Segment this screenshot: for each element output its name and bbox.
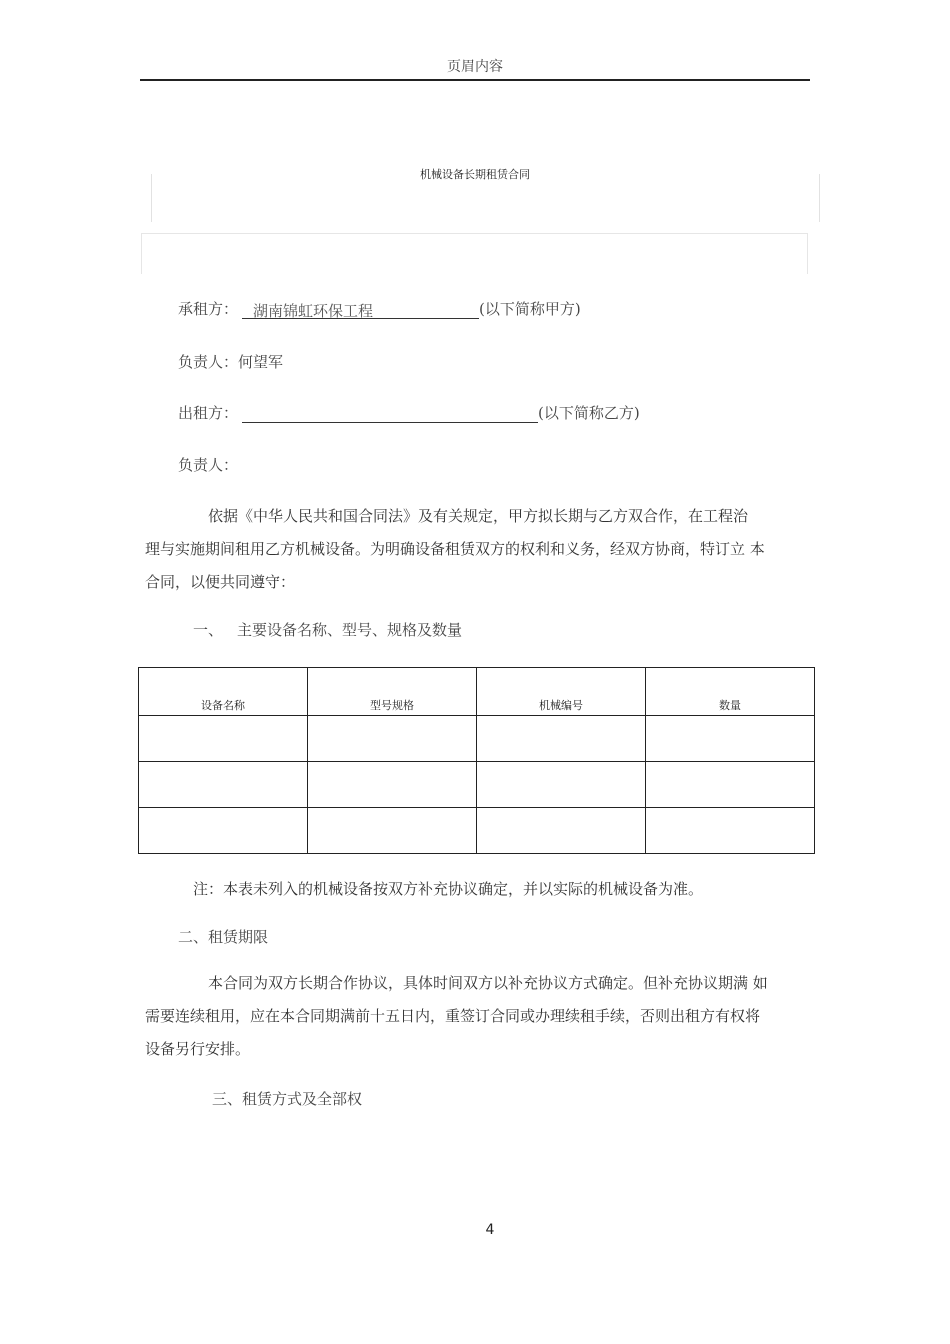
- lessor-fill-line: [242, 404, 538, 423]
- table-cell: [308, 808, 477, 854]
- table-header-cell: 数量: [646, 668, 815, 716]
- section-3-heading: 三、租赁方式及全部权: [212, 1090, 363, 1108]
- table-cell: [477, 808, 646, 854]
- section-2-paragraph: [145, 967, 810, 1066]
- document-title: 机械设备长期租赁合同: [420, 168, 530, 181]
- intro-line-2: 理与实施期间租用乙方机械设备。为明确设备租赁双方的权利和义务，经双方协商，特订立 本: [145, 540, 765, 558]
- table-row: [139, 762, 815, 808]
- table-header-cell: 机械编号: [477, 668, 646, 716]
- table-cell: [139, 808, 308, 854]
- lessee-value: 湖南锦虹环保工程: [253, 302, 374, 320]
- header-divider: [140, 79, 810, 81]
- lessor-label: 出租方：: [178, 404, 239, 422]
- page-number: 4: [485, 1222, 495, 1238]
- section-1-number: 一、: [193, 621, 224, 639]
- table-cell: [308, 762, 477, 808]
- table-row: [139, 808, 815, 854]
- equipment-table: [138, 667, 815, 854]
- table-header-cell: 型号规格: [308, 668, 477, 716]
- section-2-heading: 二、租赁期限: [178, 928, 269, 946]
- table-note: 注：本表未列入的机械设备按双方补充协议确定，并以实际的机械设备为准。: [193, 880, 704, 898]
- lessee-label: 承租方：: [178, 300, 239, 318]
- table-cell: [139, 762, 308, 808]
- table-header-cell: 设备名称: [139, 668, 308, 716]
- lessee-suffix: (以下简称甲方): [479, 300, 581, 318]
- table-header-row: [139, 668, 815, 716]
- page-header: 页眉内容: [447, 59, 503, 75]
- title-frame-lower: [141, 233, 808, 274]
- table-cell: [646, 808, 815, 854]
- table-cell: [308, 716, 477, 762]
- intro-paragraph: [145, 500, 810, 599]
- lessee-person-value: 何望军: [238, 353, 284, 371]
- table-cell: [646, 762, 815, 808]
- section-2-line-2: 需要连续租用，应在本合同期满前十五日内，重签订合同或办理续租手续，否则出租方有权将: [145, 1007, 761, 1025]
- table-cell: [139, 716, 308, 762]
- table-cell: [477, 762, 646, 808]
- lessee-fill-line: [242, 300, 479, 319]
- lessor-person-label: 负责人：: [178, 456, 239, 474]
- table-cell: [477, 716, 646, 762]
- table-row: [139, 716, 815, 762]
- section-2-line-1: 本合同为双方长期合作协议，具体时间双方以补充协议方式确定。但补充协议期满 如: [208, 974, 768, 992]
- lessor-line: [178, 402, 640, 423]
- section-1-heading: [193, 619, 462, 640]
- lessee-person-line: [178, 351, 283, 372]
- lessor-suffix: (以下简称乙方): [538, 404, 640, 422]
- table-cell: [646, 716, 815, 762]
- lessee-person-label: 负责人：: [178, 353, 239, 371]
- intro-line-3: 合同，以便共同遵守：: [145, 573, 296, 591]
- section-2-line-3: 设备另行安排。: [145, 1040, 251, 1058]
- lessee-line: [178, 298, 581, 319]
- lessor-person-line: [178, 454, 238, 475]
- intro-line-1: 依据《中华人民共和国合同法》及有关规定，甲方拟长期与乙方双合作，在工程治: [208, 507, 749, 525]
- section-1-title: 主要设备名称、型号、规格及数量: [237, 621, 463, 639]
